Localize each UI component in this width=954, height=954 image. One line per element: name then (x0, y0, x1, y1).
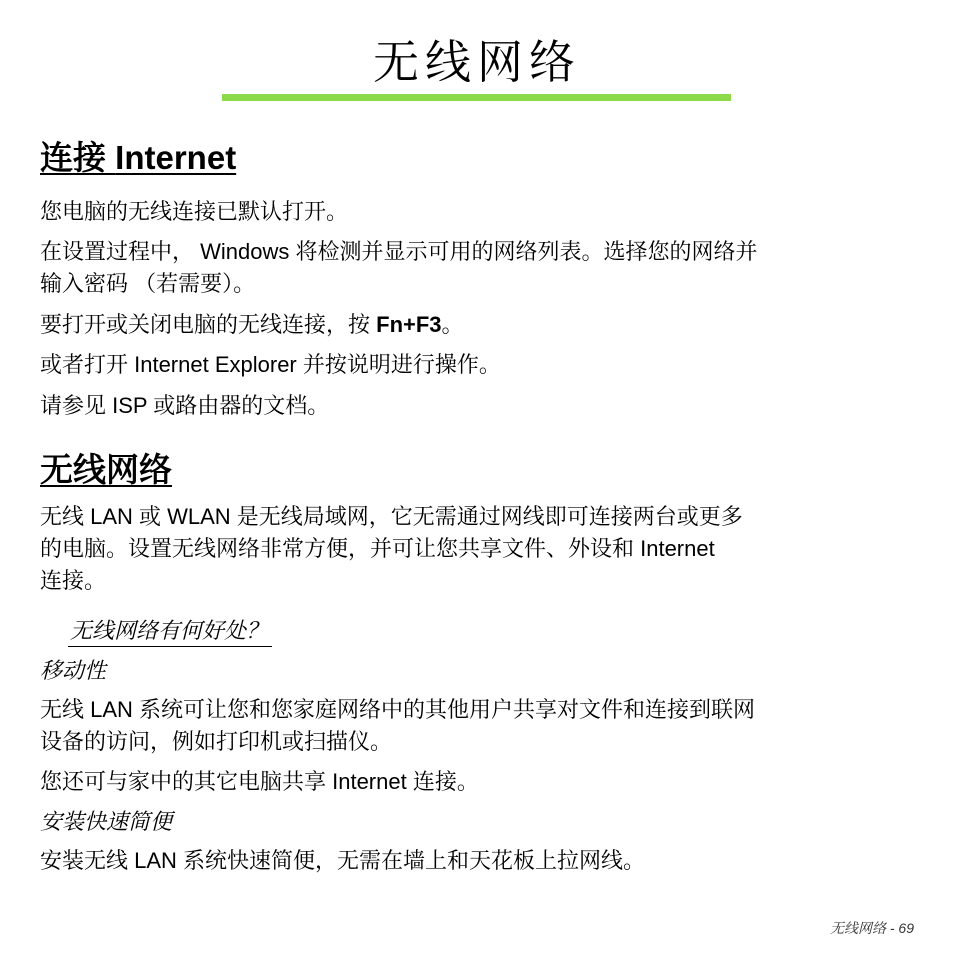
heading-en: Internet (115, 139, 237, 176)
toggle-text: 要打开或关闭电脑的无线连接，按 (40, 312, 377, 337)
paragraph-open-ie: 或者打开 Internet Explorer 并按说明进行操作。 (40, 352, 501, 377)
paragraph-wlan-intro (40, 501, 920, 597)
paragraph-setup-line-1: 在设置过程中， Windows 将检测并显示可用的网络列表。选择您的网络并 (40, 239, 758, 264)
mobility-subheading: 移动性 (40, 658, 107, 683)
footer-separator: - (885, 920, 899, 936)
benefits-question-heading: 无线网络有何好处？ (68, 616, 272, 647)
toggle-text-end: 。 (441, 312, 464, 337)
heading-zh: 连接 (40, 139, 106, 176)
paragraph-setup (40, 236, 920, 300)
install-subheading: 安装快速简便 (40, 809, 173, 834)
paragraph-wireless-default-on: 您电脑的无线连接已默认打开。 (40, 199, 349, 224)
wlan-intro-line-2: 的电脑。设置无线网络非常方便，并可让您共享文件、外设和 Internet (40, 536, 715, 561)
mobility-line-1: 无线 LAN 系统可让您和您家庭网络中的其他用户共享对文件和连接到联网 (40, 697, 756, 722)
section-heading-connect-internet (40, 138, 236, 178)
paragraph-see-isp-docs: 请参见 ISP 或路由器的文档。 (40, 393, 330, 418)
mobility-line-2: 设备的访问，例如打印机或扫描仪。 (40, 729, 393, 754)
page-title: 无线网络 (373, 36, 581, 88)
title-underline-rule (222, 94, 731, 101)
paragraph-setup-line-2: 输入密码 （若需要）。 (40, 271, 256, 296)
wlan-intro-line-1: 无线 LAN 或 WLAN 是无线局域网，它无需通过网线即可连接两台或更多 (40, 504, 743, 529)
page-number: 69 (898, 920, 914, 936)
footer-section-name: 无线网络 (829, 920, 886, 936)
paragraph-toggle-wireless (40, 309, 920, 341)
paragraph-mobility (40, 694, 920, 758)
paragraph-share-internet: 您还可与家中的其它电脑共享 Internet 连接。 (40, 769, 479, 794)
paragraph-install: 安装无线 LAN 系统快速简便，无需在墙上和天花板上拉网线。 (40, 848, 646, 873)
wlan-intro-line-3: 连接。 (40, 568, 107, 593)
hotkey-fn-f3: Fn+F3 (376, 312, 442, 337)
page-footer (830, 918, 914, 938)
section-heading-wireless-network: 无线网络 (40, 451, 172, 488)
